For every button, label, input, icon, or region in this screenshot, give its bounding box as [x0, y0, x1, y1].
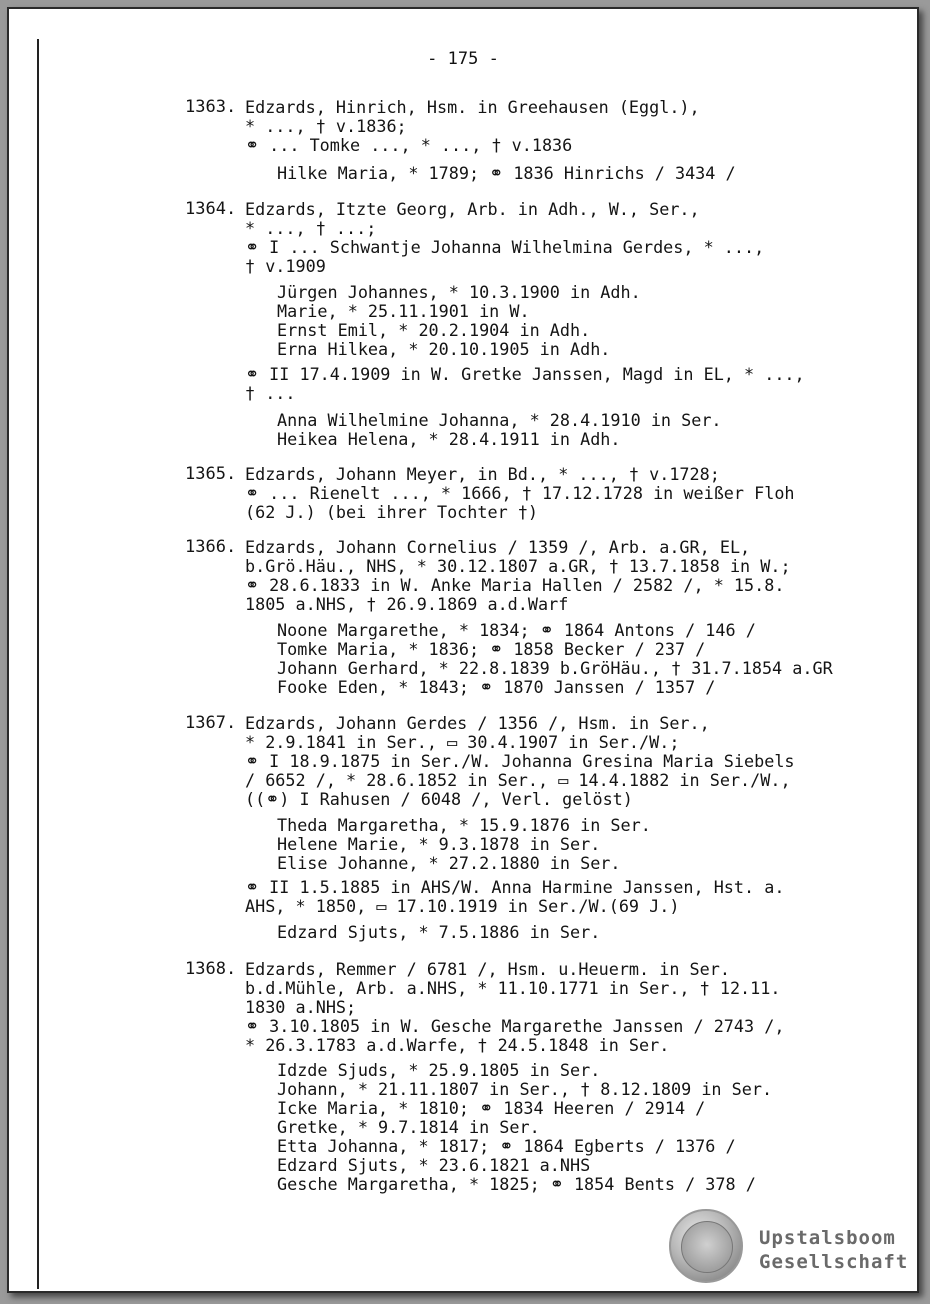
entry-number: 1368.: [185, 959, 237, 979]
child-line: Elise Johanne, * 27.2.1880 in Ser.: [277, 853, 621, 873]
entry-line: Edzards, Johann Cornelius / 1359 /, Arb. a.GR, EL,: [245, 537, 751, 557]
seal-inner: [681, 1221, 733, 1273]
entry-line: 1805 a.NHS, † 26.9.1869 a.d.Warf: [245, 594, 569, 614]
child-line: Etta Johanna, * 1817; ⚭ 1864 Egberts / 1376 /: [277, 1136, 736, 1156]
entry-number: 1367.: [185, 713, 237, 733]
entry-line: ⚭ 3.10.1805 in W. Gesche Margarethe Janssen / 2743 /,: [245, 1016, 785, 1036]
entry-line: * 26.3.1783 a.d.Warfe, † 24.5.1848 in Ser.: [245, 1035, 670, 1055]
entry-number: 1363.: [185, 97, 237, 117]
entry-line: * ..., † v.1836;: [245, 116, 407, 136]
entry-line: * ..., † ...;: [245, 218, 377, 238]
entry-line: ⚭ 28.6.1833 in W. Anke Maria Hallen / 2582 /, * 15.8.: [245, 575, 785, 595]
entry-line: Edzards, Remmer / 6781 /, Hsm. u.Heuerm. in Ser.: [245, 959, 730, 979]
child-line: Heikea Helena, * 28.4.1911 in Adh.: [277, 429, 621, 449]
entry-line: ((⚭) I Rahusen / 6048 /, Verl. gelöst): [245, 789, 633, 809]
page-number: - 175 -: [427, 49, 499, 69]
entry-line: Edzards, Johann Meyer, in Bd., * ..., † v.1728;: [245, 464, 720, 484]
child-line: Gretke, * 9.7.1814 in Ser.: [277, 1117, 540, 1137]
entry-line: ⚭ I ... Schwantje Johanna Wilhelmina Gerdes, * ...,: [245, 237, 765, 257]
child-line: Jürgen Johannes, * 10.3.1900 in Adh.: [277, 282, 641, 302]
entry-line: Edzards, Hinrich, Hsm. in Greehausen (Eggl.),: [245, 97, 700, 117]
entry-line: * 2.9.1841 in Ser., ▭ 30.4.1907 in Ser./W.;: [245, 732, 680, 752]
child-line: Anna Wilhelmine Johanna, * 28.4.1910 in Ser.: [277, 410, 722, 430]
entry-line: b.d.Mühle, Arb. a.NHS, * 11.10.1771 in Ser., † 12.11.: [245, 978, 781, 998]
entry-number: 1365.: [185, 464, 237, 484]
entry-line: ⚭ II 17.4.1909 in W. Gretke Janssen, Magd in EL, * ...,: [245, 364, 805, 384]
entry-line: † v.1909: [245, 256, 326, 276]
child-line: Gesche Margaretha, * 1825; ⚭ 1854 Bents / 378 /: [277, 1174, 756, 1194]
entry-line: Edzards, Johann Gerdes / 1356 /, Hsm. in Ser.,: [245, 713, 710, 733]
child-line: Tomke Maria, * 1836; ⚭ 1858 Becker / 237 /: [277, 639, 706, 659]
seal-icon: [669, 1209, 743, 1283]
entry-number: 1366.: [185, 537, 237, 557]
document-page: [7, 7, 919, 1293]
entry-line: / 6652 /, * 28.6.1852 in Ser., ▭ 14.4.1882 in Ser./W.,: [245, 770, 791, 790]
child-line: Idzde Sjuds, * 25.9.1805 in Ser.: [277, 1060, 601, 1080]
child-line: Edzard Sjuts, * 23.6.1821 a.NHS: [277, 1155, 591, 1175]
entry-line: ⚭ ... Rienelt ..., * 1666, † 17.12.1728 in weißer Floh: [245, 483, 795, 503]
entry-line: ⚭ ... Tomke ..., * ..., † v.1836: [245, 135, 573, 155]
margin-rule: [37, 39, 39, 1289]
child-line: Johann, * 21.11.1807 in Ser., † 8.12.1809 in Ser.: [277, 1079, 773, 1099]
logo-text-line1: Upstalsboom: [759, 1227, 896, 1249]
child-line: Marie, * 25.11.1901 in W.: [277, 301, 530, 321]
child-line: Icke Maria, * 1810; ⚭ 1834 Heeren / 2914 /: [277, 1098, 706, 1118]
child-line: Theda Margaretha, * 15.9.1876 in Ser.: [277, 815, 651, 835]
child-line: Ernst Emil, * 20.2.1904 in Adh.: [277, 320, 591, 340]
entry-line: ⚭ II 1.5.1885 in AHS/W. Anna Harmine Janssen, Hst. a.: [245, 877, 785, 897]
entry-line: AHS, * 1850, ▭ 17.10.1919 in Ser./W.(69 J.): [245, 896, 680, 916]
entry-line: (62 J.) (bei ihrer Tochter †): [245, 502, 538, 522]
entry-line: ⚭ I 18.9.1875 in Ser./W. Johanna Gresina Maria Siebels: [245, 751, 795, 771]
child-line: Helene Marie, * 9.3.1878 in Ser.: [277, 834, 601, 854]
entry-line: Edzards, Itzte Georg, Arb. in Adh., W., Ser.,: [245, 199, 700, 219]
entry-line: b.Grö.Häu., NHS, * 30.12.1807 a.GR, † 13.7.1858 in W.;: [245, 556, 791, 576]
child-line: Noone Margarethe, * 1834; ⚭ 1864 Antons / 146 /: [277, 620, 756, 640]
logo-text-line2: Gesellschaft: [759, 1251, 909, 1273]
child-line: Erna Hilkea, * 20.10.1905 in Adh.: [277, 339, 611, 359]
entry-number: 1364.: [185, 199, 237, 219]
society-logo: [669, 1209, 929, 1289]
entry-line: 1830 a.NHS;: [245, 997, 357, 1017]
entry-line: † ...: [245, 383, 296, 403]
child-line: Edzard Sjuts, * 7.5.1886 in Ser.: [277, 922, 601, 942]
child-line: Johann Gerhard, * 22.8.1839 b.GröHäu., † 31.7.1854 a.GR: [277, 658, 833, 678]
child-line: Hilke Maria, * 1789; ⚭ 1836 Hinrichs / 3434 /: [277, 163, 736, 183]
child-line: Fooke Eden, * 1843; ⚭ 1870 Janssen / 1357 /: [277, 677, 716, 697]
